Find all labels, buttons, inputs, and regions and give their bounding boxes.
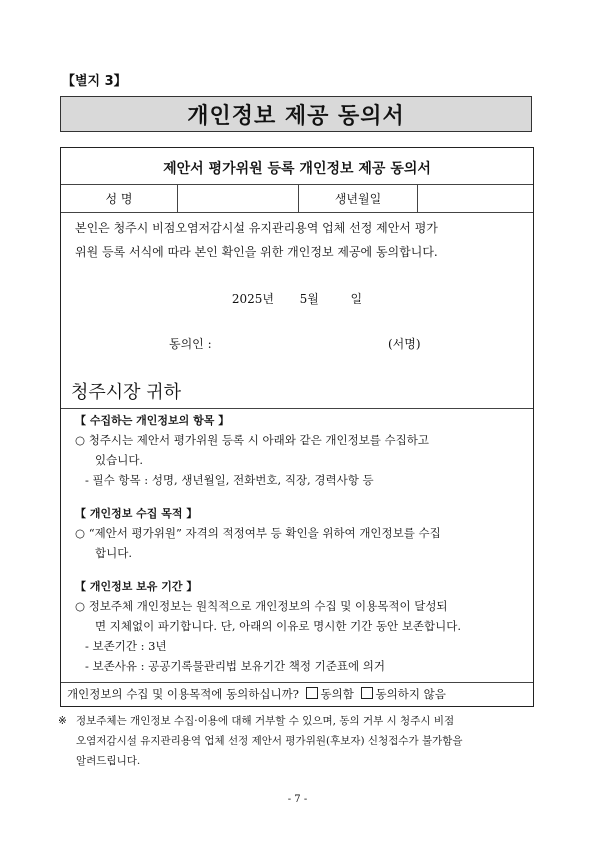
birth-label: 생년월일 bbox=[334, 191, 382, 206]
agreement-row bbox=[67, 686, 446, 702]
list-item: ○ 청주시는 제안서 평가위원 등록 시 아래와 같은 개인정보를 수집하고 bbox=[75, 433, 429, 447]
list-item: 면 지체없이 파기합니다. 단, 아래의 이유로 명시한 기간 동안 보존합니다. bbox=[95, 619, 462, 633]
section-heading: 【 수집하는 개인정보의 항목 】 bbox=[75, 414, 230, 427]
agreement-question: 개인정보의 수집 및 이용목적에 동의하십니까? bbox=[67, 687, 299, 701]
agree-checkbox[interactable] bbox=[306, 687, 318, 699]
consent-form bbox=[60, 147, 534, 707]
footnote-line-3: 알려드립니다. bbox=[76, 755, 141, 767]
footnote-line-2: 오염저감시설 유지관리용역 업체 선정 제안서 평가위원(후보자) 신청접수가 불가함을 bbox=[76, 735, 463, 747]
divider bbox=[61, 212, 533, 213]
disagree-label: 동의하지 않음 bbox=[375, 687, 446, 701]
footnote-line-1: 정보주체는 개인정보 수집·이용에 대해 거부할 수 있으며, 동의 거부 시 청주시 비점 bbox=[76, 715, 455, 727]
recipient: 청주시장 귀하 bbox=[71, 382, 182, 403]
list-item: - 보존기간 : 3년 bbox=[85, 639, 167, 653]
signer-label: 동의인 : bbox=[169, 337, 212, 351]
consent-statement bbox=[75, 216, 525, 264]
page-number: - 7 - bbox=[287, 794, 308, 805]
collected-items-section bbox=[75, 412, 529, 490]
list-item: 합니다. bbox=[95, 546, 132, 560]
agree-label: 동의함 bbox=[320, 687, 354, 701]
name-field[interactable] bbox=[178, 184, 298, 212]
retention-section bbox=[75, 578, 529, 676]
disagree-checkbox[interactable] bbox=[361, 687, 373, 699]
signature-label[interactable]: (서명) bbox=[388, 337, 421, 351]
note-mark: ※ bbox=[58, 715, 67, 727]
annex-label: 【별지 3】 bbox=[62, 74, 127, 89]
date-year: 2025년 bbox=[231, 292, 274, 306]
form-title: 제안서 평가위원 등록 개인정보 제공 동의서 bbox=[163, 161, 431, 177]
divider bbox=[61, 408, 533, 409]
footnote bbox=[58, 711, 542, 771]
list-item: ○ 정보주체 개인정보는 원칙적으로 개인정보의 수집 및 이용목적이 달성되 bbox=[75, 599, 448, 613]
list-item: ○ “제안서 평가위원” 자격의 적정여부 등 확인을 위하여 개인정보를 수집 bbox=[75, 526, 441, 540]
purpose-section bbox=[75, 505, 529, 563]
consent-date bbox=[61, 290, 533, 307]
divider bbox=[61, 682, 533, 683]
consent-line-1: 본인은 청주시 비점오염저감시설 유지관리용역 업체 선정 제안서 평가 bbox=[75, 221, 438, 235]
list-item: 있습니다. bbox=[95, 453, 144, 467]
list-item: - 필수 항목 : 성명, 생년월일, 전화번호, 직장, 경력사항 등 bbox=[85, 473, 374, 487]
birth-field[interactable] bbox=[418, 184, 533, 212]
section-heading: 【 개인정보 보유 기간 】 bbox=[75, 580, 198, 593]
date-month: 5월 bbox=[299, 292, 319, 306]
section-heading: 【 개인정보 수집 목적 】 bbox=[75, 507, 198, 520]
date-day: 일 bbox=[350, 292, 363, 306]
consent-line-2: 위원 등록 서식에 따라 본인 확인을 위한 개인정보 제공에 동의합니다. bbox=[75, 245, 438, 259]
document-title: 개인정보 제공 동의서 bbox=[60, 96, 532, 132]
list-item: - 보존사유 : 공공기록물관리법 보유기간 책정 기준표에 의거 bbox=[85, 659, 385, 673]
name-label: 성 명 bbox=[105, 191, 133, 206]
